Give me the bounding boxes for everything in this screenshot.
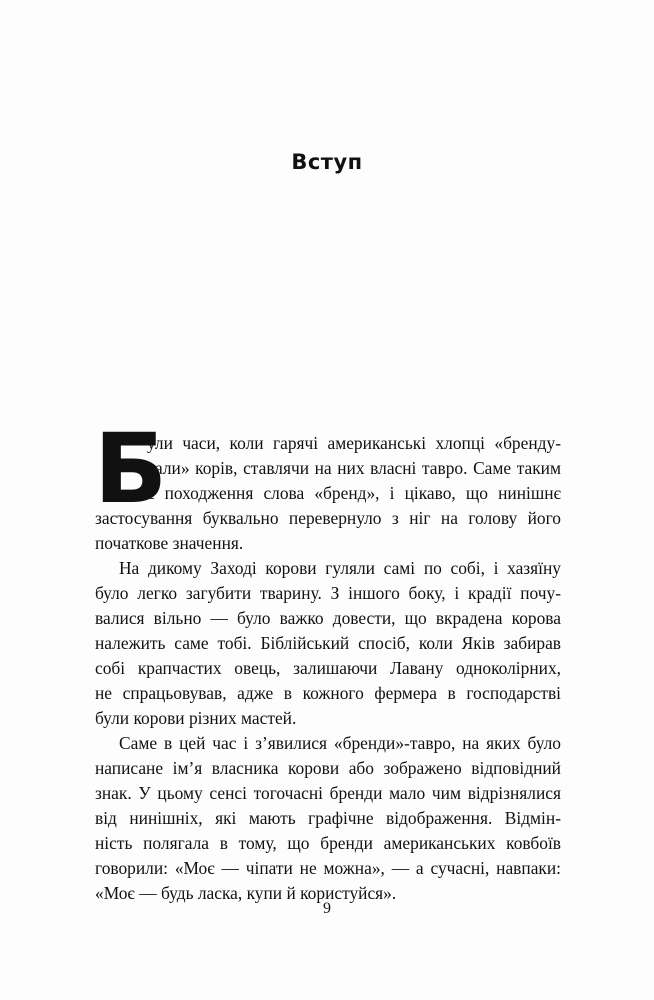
text-line: вали» корів, ставлячи на них власні тавро. Саме таким <box>147 458 561 478</box>
text-line: знак. У цьому сенсі тогочасні бренди мало чим відрізнялися <box>95 783 561 803</box>
text-line: належить саме тобі. Біблійський спосіб, коли Яків забирав <box>95 633 561 653</box>
page-number: 9 <box>323 900 331 917</box>
text-line: застосування буквально перевернуло з ніг на голову його <box>95 508 561 528</box>
text-line: Саме в цей час і з’явилися «бренди»-тавро, на яких було <box>119 733 561 753</box>
text-line: було легко загубити тварину. З іншого боку, і крадії почу- <box>95 583 561 603</box>
text-line: початкове значення. <box>95 533 244 553</box>
text-line: написане ім’я власника корови або зображено відповідний <box>95 758 561 778</box>
text-line: «Моє — будь ласка, купи й користуйся». <box>95 883 397 903</box>
text-line: валися вільно — було важко довести, що вкрадена корова <box>95 608 561 628</box>
text-line: є походження слова «бренд», і цікаво, що нинішнє <box>147 483 561 503</box>
text-line: від нинішніх, які мають графічне відображення. Відмін- <box>95 808 561 828</box>
drop-cap: Б <box>94 413 168 525</box>
text-line: ули часи, коли гарячі американські хлопці «бренду- <box>147 433 561 453</box>
text-line: собі крапчастих овець, залишаючи Лавану одноколірних, <box>95 658 561 678</box>
text-line: ність полягала в тому, що бренди американських ковбоїв <box>95 833 561 853</box>
text-line: говорили: «Моє — чіпати не можна», — а сучасні, навпаки: <box>95 858 561 878</box>
text-line: не спрацьовував, адже в кожного фермера в господарстві <box>95 683 561 703</box>
text-line: були корови різних мастей. <box>95 708 297 728</box>
chapter-title: Вступ <box>291 150 363 174</box>
text-line: На дикому Заході корови гуляли самі по собі, і хазяїну <box>119 558 561 578</box>
